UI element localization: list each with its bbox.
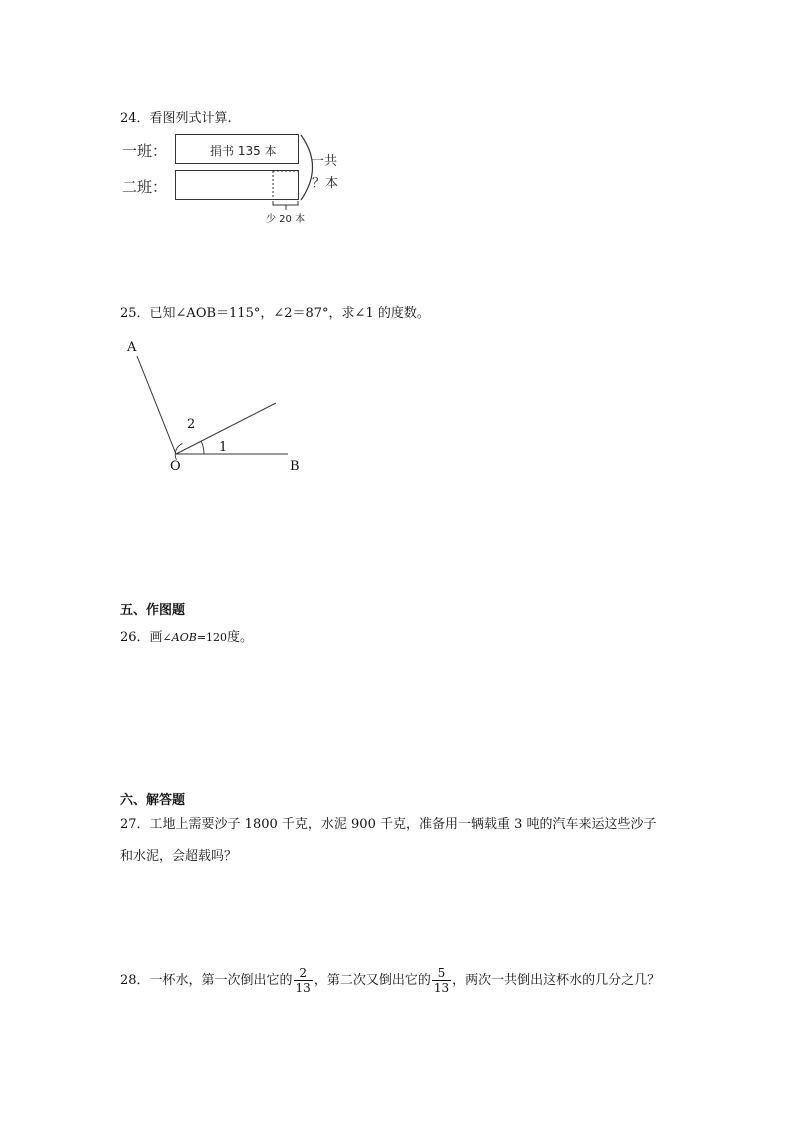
label-O: O bbox=[170, 459, 181, 474]
q28-part1: 28．一杯水，第一次倒出它的 bbox=[120, 973, 293, 988]
q26-suffix: 度。 bbox=[227, 630, 254, 645]
q28-part2: ，第二次又倒出它的 bbox=[313, 973, 431, 988]
less-label: 少 20 本 bbox=[266, 214, 306, 225]
label-A: A bbox=[127, 340, 137, 355]
question-28-text bbox=[120, 966, 660, 995]
fraction-5-13 bbox=[432, 966, 451, 995]
q26-prefix: 26．画 bbox=[120, 630, 163, 645]
question-26-text bbox=[120, 626, 253, 645]
total-bottom-label: ？本 bbox=[312, 176, 339, 191]
label-2: 2 bbox=[187, 417, 196, 432]
question-25-text: 25．已知∠AOB＝115°，∠2＝87°，求∠1 的度数。 bbox=[120, 306, 430, 321]
class1-bar-text: 捐书 135 本 bbox=[210, 144, 277, 158]
arc-angle-1 bbox=[201, 441, 204, 454]
q26-angle: ∠AOB bbox=[162, 631, 197, 644]
label-1: 1 bbox=[219, 440, 228, 455]
fraction-1-denominator: 13 bbox=[295, 981, 311, 995]
section-6-title: 六、解答题 bbox=[120, 793, 186, 808]
question-27-line2: 和水泥，会超载吗？ bbox=[120, 849, 238, 864]
q28-part3: ，两次一共倒出这杯水的几分之几？ bbox=[452, 973, 661, 988]
ray-OA bbox=[137, 356, 176, 454]
fraction-2-13 bbox=[294, 966, 313, 995]
q26-eq: =120 bbox=[196, 631, 228, 644]
class1-label: 一班： bbox=[122, 142, 168, 160]
total-top-label: 一共 bbox=[311, 154, 338, 169]
fraction-2-denominator: 13 bbox=[433, 981, 450, 995]
question-24-text: 24．看图列式计算. bbox=[120, 111, 232, 126]
fraction-2-numerator: 5 bbox=[432, 966, 451, 981]
fraction-1-numerator: 2 bbox=[294, 966, 313, 981]
q25-angle-svg bbox=[0, 0, 794, 480]
label-B: B bbox=[290, 459, 300, 474]
class2-label: 二班： bbox=[122, 178, 168, 196]
question-27-line1: 27．工地上需要沙子 1800 千克，水泥 900 千克，准备用一辆载重 3 吨的汽车来运这些沙子 bbox=[120, 817, 657, 832]
section-5-title: 五、作图题 bbox=[120, 603, 186, 618]
